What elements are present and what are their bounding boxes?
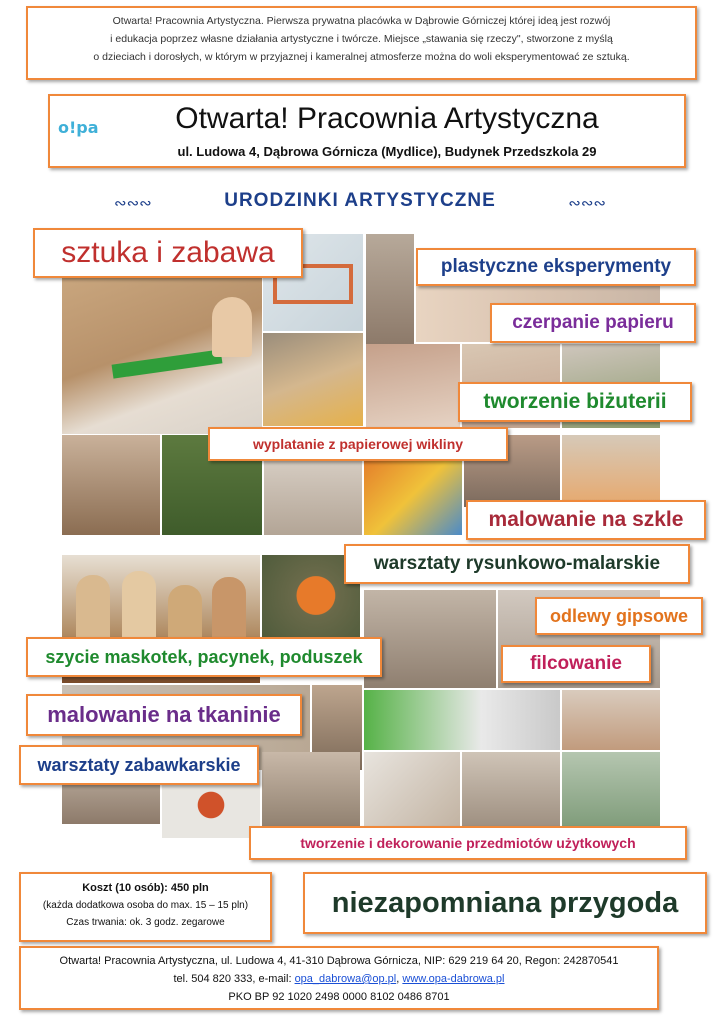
label-malowanie-na-szkle [466, 500, 706, 540]
ornament-left-icon: ∾∾∾ [114, 195, 152, 212]
label-warsztaty-zabawkarskie [19, 745, 259, 785]
cost-extra: (każda dodatkowa osoba do max. 15 – 15 pln) [42, 900, 249, 911]
cost-box [19, 872, 272, 942]
label-filcowanie [501, 645, 651, 683]
label-text: czerpanie papieru [512, 312, 674, 333]
slogan: niezapomniana przygoda [331, 887, 679, 919]
photo-plaster-casting [364, 590, 496, 688]
photo-painting-kids [263, 333, 363, 426]
website-link[interactable]: www.opa-dabrowa.pl [402, 973, 505, 985]
email-link[interactable]: opa_dabrowa@op.pl [294, 973, 397, 985]
label-text: warsztaty rysunkowo-malarskie [373, 553, 661, 574]
label-tworzenie-bizuterii [458, 382, 692, 422]
photo-child-a [366, 234, 414, 344]
logo-text: o!pa [58, 118, 99, 137]
label-text: filcowanie [530, 653, 622, 674]
photo-decorating [364, 752, 460, 828]
label-odlewy-gipsowe [535, 597, 703, 635]
photo-glass-painting [364, 455, 462, 535]
intro-line-1: Otwarta! Pracownia Artystyczna. Pierwsza prywatna placówka w Dąbrowie Górniczej której ideą jest rozwój [112, 15, 611, 27]
intro-line-3: o dzieciach i dorosłych, w którym w przyjaznej i kameralnej atmosferze można do woli eksperymentować ze sztuką. [93, 51, 630, 63]
subtitle: URODZINKI ARTYSTYCZNE [224, 190, 496, 211]
photo-child-b [366, 344, 460, 428]
cost-duration: Czas trwania: ok. 3 godz. zegarowe [66, 917, 225, 928]
label-text: plastyczne eksperymenty [440, 256, 672, 277]
label-text: tworzenie biżuterii [483, 390, 667, 413]
photo-group-c [562, 752, 660, 828]
photo-green-tray [364, 690, 560, 750]
label-text: wyplatanie z papierowej wikliny [252, 436, 464, 452]
intro-box [26, 6, 697, 80]
label-sztuka-i-zabawa [33, 228, 303, 278]
cost-price: Koszt (10 osób): 450 pln [82, 882, 209, 894]
footer-company: Otwarta! Pracownia Artystyczna, ul. Ludowa 4, 41-310 Dąbrowa Górnicza, NIP: 629 219 64 20, Regon: 242870541 [59, 955, 619, 967]
page-title: Otwarta! Pracownia Artystyczna [175, 102, 599, 135]
label-tworzenie-i-dekorowanie [249, 826, 687, 860]
photo-cardboard-house [62, 277, 262, 434]
footer-separator: , [396, 973, 403, 985]
address: ul. Ludowa 4, Dąbrowa Górnicza (Mydlice), Budynek Przedszkola 29 [177, 144, 597, 159]
label-szycie-maskotek [26, 637, 382, 677]
label-warsztaty-rysunkowo-malarskie [344, 544, 690, 584]
subtitle-row [110, 190, 610, 218]
label-text: szycie maskotek, pacynek, poduszek [45, 647, 363, 667]
label-text: odlewy gipsowe [549, 606, 689, 626]
ornament-right-icon: ∾∾∾ [568, 195, 606, 212]
header-box [48, 94, 686, 168]
photo-happy-child [562, 435, 660, 507]
footer-phone: tel. 504 820 333, e-mail: [173, 973, 295, 985]
footer-box [19, 946, 659, 1010]
label-text: malowanie na tkaninie [47, 702, 281, 727]
label-wyplatanie [208, 427, 508, 461]
photo-cardboard-castle [264, 455, 362, 535]
label-text: malowanie na szkle [488, 508, 684, 531]
label-plastyczne-eksperymenty [416, 248, 696, 286]
photo-group-a [562, 690, 660, 750]
photo-wicker-figure [62, 435, 160, 535]
footer-contact [21, 970, 657, 988]
photo-group-b [462, 752, 560, 828]
intro-line-2: i edukacja poprzez własne działania artystyczne i twórcze. Miejsce „stawania się rzeczy", stworzone z myślą [110, 33, 613, 45]
label-malowanie-na-tkaninie [26, 694, 302, 736]
label-text: sztuka i zabawa [61, 236, 275, 269]
label-text: warsztaty zabawkarskie [37, 755, 241, 775]
photo-workshop-table [262, 752, 360, 832]
label-text: tworzenie i dekorowanie przedmiotów użytkowych [300, 835, 636, 851]
slogan-box [303, 872, 707, 934]
footer-bank: PKO BP 92 1020 2498 0000 8102 0486 8701 [228, 991, 450, 1003]
label-czerpanie-papieru [490, 303, 696, 343]
logo [58, 110, 99, 146]
